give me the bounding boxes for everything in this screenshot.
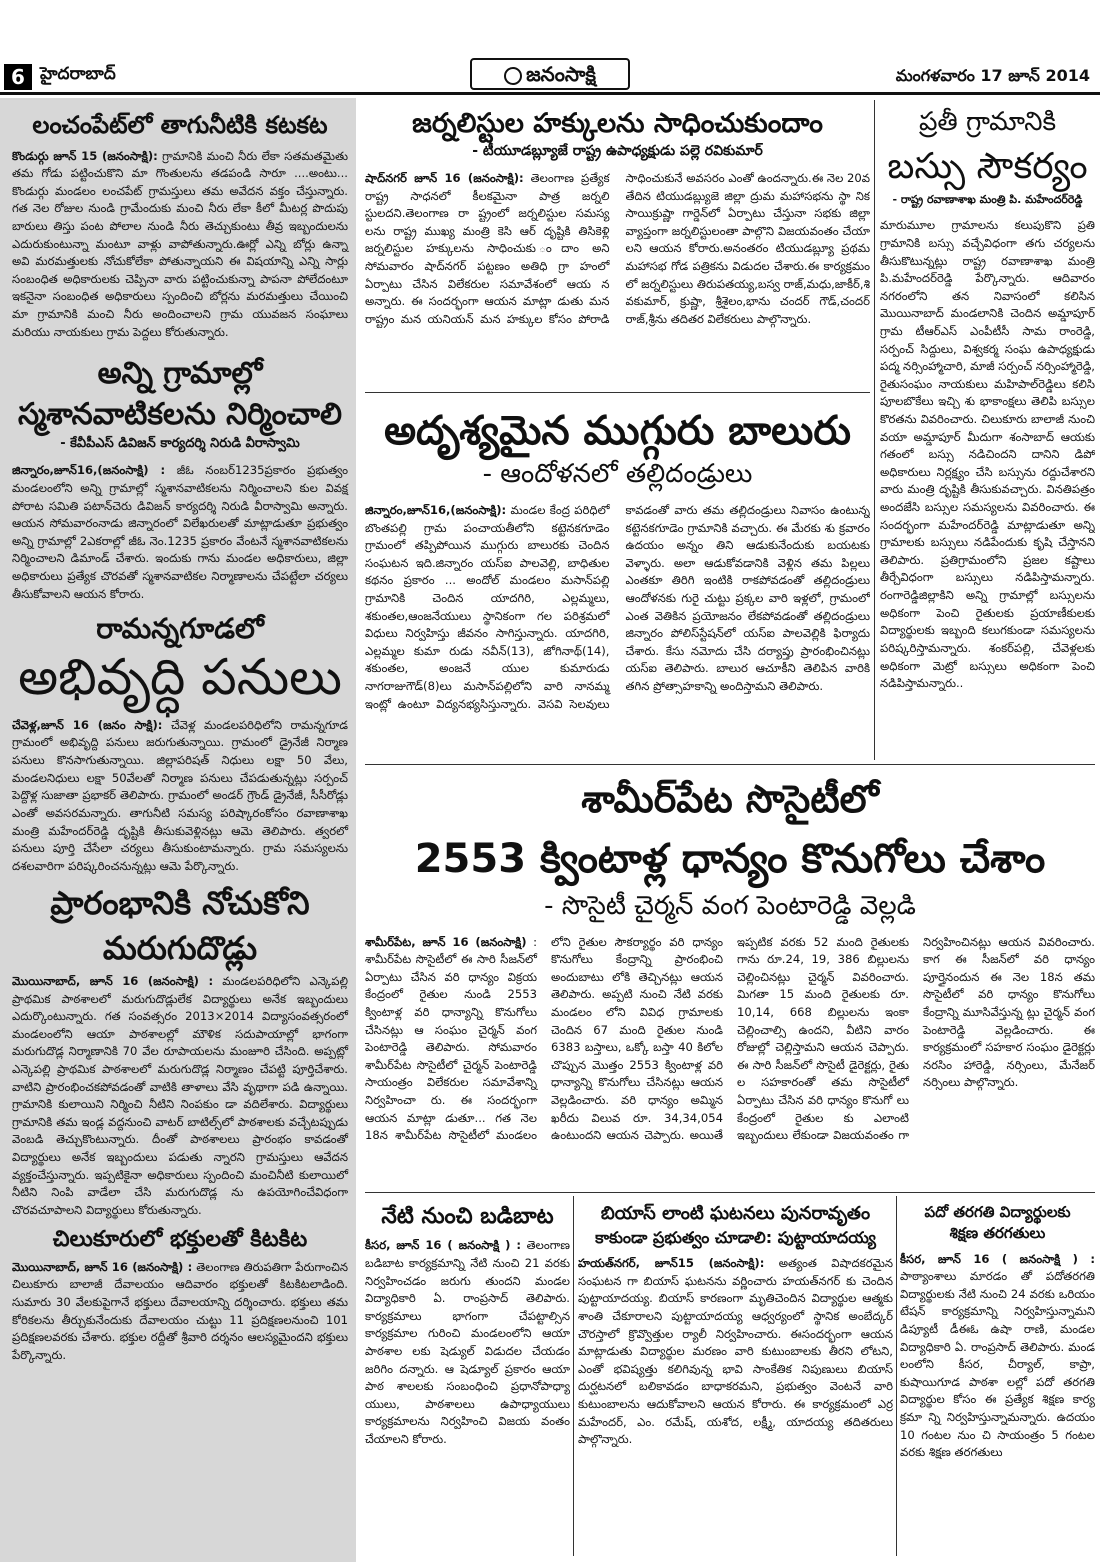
dateline: కీసర, జూన్ 16 ( జనంసాక్షి ) : xyxy=(900,1251,1095,1266)
masthead-title: జనంసాక్షి xyxy=(526,62,596,86)
subheadline: - సొసైటీ చైర్మన్ వంగ పెంటారెడ్డి వెల్లడి xyxy=(544,890,916,921)
headline-line-1: పదో తరగతి విద్యార్థులకు xyxy=(924,1203,1071,1221)
headline-line-2: బస్సు సౌకర్యం xyxy=(887,145,1088,187)
header-rule xyxy=(0,92,1100,95)
article-body xyxy=(365,170,870,328)
dateline: మొయినాబాద్, జూన్ 16 (జనంసాక్షి) : xyxy=(12,1259,193,1274)
article-beas-tragedy xyxy=(578,1198,893,1449)
headline: నేటి నుంచి బడిబాట xyxy=(381,1204,554,1229)
column-rule xyxy=(573,1196,574,1556)
left-column xyxy=(0,98,356,1562)
headline: అదృశ్యమైన ముగ్గురు బాలురు xyxy=(384,408,851,454)
article-text: మండల కేంద్ర పరిధిలో బొంతపల్లి గ్రామ పంచాయతీలోని కట్టెనకగూడెం గ్రామంలో తప్పిపోయిన ముగ్గురు బాలురకు చెందిన సంఘటన ఇది.జిన్నారం యస్ఐ పాలవెల్లి, బాధితుల కథనం ప్రకారం ... అందోల్ మండలం మసాన్‌పల్లి గ్రామానికి చెందిన యాదగిరి, ఎల్లమ్మలు, శకుంతల,ఆంజనేయులు స్థానికంగా గల పరిశ్రమలో విధులు నిర్వహిస్తు జీవనం సాగిస్తున్నారు. యాదగిరి, ఎల్లమ్మల కుమా రుడు నవీన్(13), జోగినాథ్(14), శకుంతల, అంజనే యుల కుమారుడు నాగరాజుగౌడ్(8)లు మసాన్‌పల్లిలోని వారి నానమ్మ ఇంట్లో ఉంటూ విద్యనభ్యసిస్తున్నారు. వెసవి సెలవులు కావడంతో వారు తమ తల్లిదండ్రులు నివాసం ఉంటున్న కట్టెనకగూడెం గ్రామానికి వచ్చారు. ఈ మేరకు శు క్రవారం ఉదయం అన్నం తిని ఆడుకునేందుకు బయటకు వెళ్ళారు. అలా ఆడుకోవడానికి వెళ్లిన తమ పిల్లలు ఎంతకూ తిరిగి ఇంటికి రాకపోవడంతో తల్లిదండ్రులు ఆందోళనకు గురై చుట్టు ప్రక్కల వారి ఇళ్లలో, గ్రామంలో ఎంత వెతికిన ప్రయోజనం లేకపోవడంతో తల్లిదండ్రులు జిన్నారం పోలిస్‌స్టేషన్‌లో యస్ఐ పాలవెల్లికి ఫిర్యాదు చేశారు. కేసు నమోదు చేసి దర్యాప్తు ప్రారంభించినట్లు యస్ఐ తెలిపారు. బాలుర ఆచూకీని తెలిపిన వారికి తగిన ప్రోత్సాహకాన్ని అందిస్తామని తెలిపారు. xyxy=(365,502,870,711)
article-body xyxy=(12,462,348,603)
page-number: 6 xyxy=(4,64,32,90)
headline: లంచంపేట్‌లో తాగునీటికి కటకట xyxy=(32,111,328,139)
article-text: చేవెళ్ల మండలపరిధిలోని రామన్నగూడ గ్రామంలో అభివృద్ది పనులు జరుగుతున్నాయి. గ్రామంలో డ్రైనేజీ నిర్మాణ పనులు కొనసాగుతున్నాయి. జిల్లాపరిషత్ నిధులు లక్షా 50 వేలు, మండలనిధులు లక్షా 50వేలతో నిర్మాణ పనులు చేపడుతున్నట్లు సర్పంచ్ పెద్దొళ్ల సుజాతా ప్రభాకర్ తెలిపారు. గ్రామంలో అండర్ గ్రౌండ్ డ్రైనేజీ, సీసీరోడ్లు ఎంతో అవసరమన్నారు. తాగునీటి సమస్య పరిష్కారంకోసం రవాణాశాఖ మంత్రి మహేందర్‌రెడ్డి దృష్టికి తీసుకువెళ్లినట్లు ఆమె తెలిపారు. త్వరలో పనులు పూర్తి చేసేలా చర్యలు తీసుకుంటామన్నారు. గ్రామ సమస్యలను దశలవారిగా పరిష్కరించనున్నట్లు ఆమె పేర్కొన్నారు. xyxy=(12,717,348,873)
dateline: శామీర్‌పేట, జూన్ 16 (జనంసాక్షి) xyxy=(365,934,527,949)
dateline: మొయినాబాద్, జూన్ 16 (జనంసాక్షి) : xyxy=(12,973,214,988)
article-body: మారుమూల గ్రామాలను కలుపుకొని ప్రతి గ్రామానికి బస్సు వచ్చేవిధంగా తగు చర్యలను తీసుకొటున్నట్లు రాష్ట్ర రవాణాశాఖ మంత్రి పి.మహేందర్‌రెడ్డి పేర్కొన్నారు. ఆదివారం నగరంలోని తన నివాసంలో కలిసిన మొయినాబాద్ మండలానికి చెందిన అమ్డాపూర్ గ్రామ టీఆర్ఎస్ ఎంపీటీసీ సామ రాంరెడ్డి, సర్పంచ్ సిద్దులు, విశ్వకర్మ సంఘ ఉపాధ్యక్షుడు పద్మ నర్సింహ్మాచారి, మాజీ సర్పంచ్ నర్సింహ్మారెడ్డి, రైతుసంఘం నాయకులు మహిపాల్‌రెడ్డిలు కలిసి పూలబొకేలు ఇచ్చి శు భాకాంక్షలు తెలిపి బస్సుల కొరతను వివరించారు. చిలుకూరు బాలాజీ నుంచి వయా అమ్డాపూర్ మీదుగా శంసాబాద్ ఆయకు గతంలో బస్సు నడిచిందని దానిని డిపో అధికారులు నిర్లక్ష్యం చేసి బస్సును రద్దుచేశారని వారు మంత్రి దృష్టికి తీసుకువచ్చారు. వినతిపత్రం అందజేసి బస్సుల సమస్యలను వివరించారు. ఈ సందర్భంగా మహేందర్‌రెడ్డి మాట్లాడుతూ అన్ని గ్రామాలకు బస్సులు నడిపేందుకు కృషి చేస్తానని తెలిపారు. ప్రతిగ్రామంలోని ప్రజల కష్టాలు తీర్చేవిధంగా బస్సులు నడిపిస్తామన్నారు. రంగారెడ్డిజిల్లాకిని అన్ని గ్రామాల్లో బస్సులను అధికంగా పెంచి రైతులకు ప్రయాణీకులకు విద్యార్థులకు ఇబ్బంది కలుగకుండా సమస్యలను పరిష్కరిస్తామన్నారు. శంకర్‌పల్లి, చేవెళ్లలకు అధికంగా మెట్రో బస్సులు అధికంగా పెంచి నడిపిస్తామన్నారు.. xyxy=(880,218,1095,691)
headline-line-2: మరుగుదొడ్లు xyxy=(102,929,258,968)
article-body xyxy=(12,973,348,1220)
headline: చిలుకూరులో భక్తులతో కిటకిట xyxy=(52,1227,308,1253)
headline-line-1: అన్ని గ్రామాల్లో xyxy=(97,356,263,392)
article-text: : శామీర్‌పేట సొసైటీలో ఈ సారి సీజన్‌లో ఏర్పాటు చేసిన వరి ధాన్యం విక్రయ కేంద్రంలో రైతుల నుండి 2553 క్వింటాళ్ల వరి ధాన్యాన్ని కొనుగోలు చేసినట్లు ఆ సంఘం చైర్మన్ వంగ పెంటారెడ్డి తెలిపారు. సోమవారం శామీర్‌పేట సొసైటీలో చైర్మన్ పెంటారెడ్డి సాయంత్రం విలేకరుల సమావేశాన్ని నిర్వహించా రు. ఈ సందర్భంగా ఆయన మాట్లా డుతూ... గత నెల 18న శామీర్‌పేట సొసైటీలో మండలం లోని రైతుల సౌకర్యార్థం వరి ధాన్యం కొనుగోలు కేంద్రాన్ని ప్రారంభించి అందుబాటు లోకి తెచ్చినట్లు ఆయన తెలిపారు. అప్పటి నుంచి నేటి వరకు మండలం లోని వివిధ గ్రామాలకు చెందిన 67 మంది రైతుల నుండి 6383 బస్తాలు, ఒక్కో బస్తా 40 కిలోల చొప్పున మొత్తం 2553 క్వింటాళ్ల వరి ధాన్యాన్ని కొనుగోలు చేసినట్లు ఆయన వెల్లడించారు. వరి ధాన్యం అమ్మిన ఖరీదు విలువ రూ. 34,34,054 ఉంటుందని ఆయన చెప్పారు. అయితే ఇప్పటిక వరకు 52 మంది రైతులకు గాను రూ.24, 19, 386 బిల్లులను చెల్లించినట్లు చైర్మన్ వివరించారు. మిగతా 15 మంది రైతులకు రూ. 10,14, 668 బిల్లులను ఇంకా చెల్లించాల్సి ఉందని, వీటిని వారం రోజుల్లో చెల్లిస్తామని ఆయన చెప్పారు. ఈ సారి సీజన్‌లో సొసైటీ డైరెక్టర్లు, రైతు ల సహకారంతో తమ సొసైటీలో ఏర్పాటు చేసిన వరి ధాన్యం కొనుగో లు కేంద్రంలో రైతుల కు ఎలాంటి ఇబ్బందులు లేకుండా విజయవంతం గా నిర్వహించినట్లు ఆయన వివరించారు. కాగ ఈ సీజన్‌లో వరి ధాన్యం పూర్తైనందున ఈ నెల 18న తమ సొసైటీలో వరి ధాన్యం కొనుగోలు కేంద్రాన్ని మూసివేస్తున్న ట్లు చైర్మన్ వంగ పెంటారెడ్డి వెల్లడించారు. ఈ కార్యక్రమంలో సహకార సంఘం డైరెక్టర్లు నరసిం హారెడ్డి, నర్సింలు, మేనేజర్ నర్సింలు పాల్గొన్నారు. xyxy=(365,934,1095,1143)
headline-line-1: ప్రారంభానికి నోచుకోని xyxy=(50,884,310,923)
masthead-emblem-icon xyxy=(504,67,522,85)
headline-line-2: కాకుండా ప్రభుత్వం చూడాలి: పుట్టాయాదయ్య xyxy=(595,1227,876,1247)
article-shamirpet-society xyxy=(365,770,1095,1145)
article-body xyxy=(12,717,348,875)
dateline: జిన్నారం,జూన్16,(జనంసాక్షి): xyxy=(365,502,507,517)
subheadline: - రాష్ట్ర రవాణాశాఖ మంత్రి పి. మహేందర్‌రెడ్డి xyxy=(892,193,1083,207)
article-text: తెలంగాణ ప్రత్యేక రాష్ట్ర సాధనలో కీలకమైనా పాత్ర జర్నలి స్టులదని.తెలంగాణ రా ష్ట్రంలో జర్నలిస్టుల సమస్య లను రాష్ట్ర ముఖ్య మంత్రి కెసి ఆర్ దృష్టికి తిసికెళ్లి జర్నలిస్టుల హక్కులను సాధించుకు ందాం అని సోమవారం షాద్‌నగర్ పట్టణం అతిధి గ్రా హంలో ఏర్పాటు చేసిన విలేకరుల సమావేశంలో ఆయ న అన్నారు. ఈ సందర్భంగా ఆయన మాట్లా డుతు మన రాష్ట్రం మన యనియన్ మన హక్కుల కోసం పోరాడి సాధించుకునే అవసరం ఎంతో ఉందన్నారు.ఈ నెల 20వ తేదిన టియుడబ్ల్యుజె జిల్లా ద్రుమ మహాసభను స్థా నిక సాయిక్రుష్ణా గార్డెన్‌లో ఏర్పాటు చేస్తునా సభకు జిల్లా వ్యాప్తంగా జర్నలిస్టులంతా పాల్గొని విజయవంతం చేయా లని ఆయన కోరారు.అనంతరం టియుడబ్ల్యూ ప్రథమ మహాసభ గోడ పత్రికను విడుదల చేశారు.ఈ కార్యక్రమం లో జర్నలిస్టులు తిరుపతయ్య,బస్వ రాజ్,మధు,జాకీర్,శి వకుమార్, క్రుష్ణా, శ్రీశైలం,భాను చందర్ గౌడ్,చందర్ రాజ్,శ్రీను తదితర విలేకరులు పాల్గొన్నారు. xyxy=(365,171,870,326)
article-tenth-class-training xyxy=(900,1198,1095,1462)
column-rule xyxy=(896,1196,897,1556)
article-body xyxy=(365,1237,570,1448)
article-text: తెలంగాణ బడిబాట కార్యక్రమాన్ని నేటి నుంచి 21 వరకు నిర్వహించడం జరుగు తుందని మండల విద్యాధికారి ఏ. రాంప్రసాద్ తెలిపారు. కార్యక్రమాలు భాగంగా చేపట్టాల్సిన కార్యక్రమాల గురించి మండలంలోని ఆయా పాఠశాల లకు షెడ్యుల్ విడుదల చేయడం జరిగిం దన్నారు. ఆ షెడ్యూల్ ప్రకారం ఆయా పాఠ శాలలకు సంబంధించి ప్రధానోపాధ్యా యులు, పాఠశాలలు ఉపాధ్యాయులు కార్యక్రమాలను నిర్వహించి విజయ వంతం చేయాలని కోరారు. xyxy=(365,1238,570,1446)
dateline: కీసర, జూన్ 16 ( జనంసాక్షి ) : xyxy=(365,1238,522,1253)
article-ramannaguda xyxy=(12,613,348,875)
article-body xyxy=(578,1255,893,1449)
headline-line-2: శిక్షణ తరగతులు xyxy=(949,1224,1046,1243)
article-chilukuru xyxy=(12,1227,348,1364)
article-missing-boys xyxy=(365,400,870,713)
article-bus-facility xyxy=(880,100,1095,693)
article-text: గ్రామానికి మంచి నీరు లేకా సతమతమైతు తమ గోడు పట్టించుకొని మా గొంతులను తడపండి సారూ ....అంటు... కొండుర్గు మండలం లంచపేట్ గ్రామస్తులు తమ అవేదన వక్తం చేస్తున్నారు. గత నెల రోజుల నుండి గ్రామేందుకు మంచి నీరు లేకా కీలో మీటర్ల పొదుపు బారులు తిస్తు పంట పోలాల నుండి నీరు తెచ్చుకుంటు తీవ్ర ఇబ్బందులను ఎదురుకుంటున్నా మంటూ వాళ్లు వాపోతున్నారు.ఊర్లో ఎన్ని బోర్లు ఉన్నా అవి మరమత్తులకు నోచుకోలేకా పోతున్నాయని ఈ విషయాన్ని ఎన్ని సార్లు సంబంధిత అధికారులకు చెప్పినా వారు పట్టించుకున్నా పాపనా పోలేదంటూ ఇకనైనా సంబంధిత అధికారులు స్పందించి బోర్లను మరమత్తులు చేయించి మా గ్రామానికి మంచి నీరు అందించాలని గ్రామ యువజన సంఘాలు మరియు నాయకులు గ్రామ పెద్దలు కోరుతున్నారు. xyxy=(12,148,348,339)
article-lanchampet xyxy=(12,112,348,341)
article-text: తెలంగాణ తిరుపతిగా పేరుగాంచిన చిలుకూరు బాలాజీ దేవాలయం ఆదివారం భక్తులతో కిటకిటలాడింది. సుమారు 30 వేలకుపైగానే భక్తులు దేవాలయాన్ని దర్శించారు. భక్తులు తమ కోరికలను తీర్చుకునేందుకు దేవాలయం చుట్టు 11 ప్రదిక్షణలనుంచి 101 ప్రదిక్షణలవరకు చేశారు. భక్తుల రద్దీతో శ్రీవారి దర్శనం ఆలస్యమైందని భక్తులు పేర్కొన్నారు. xyxy=(12,1259,349,1362)
headline-line-1: శామీర్‌పేట సొసైటీలో xyxy=(581,777,879,821)
section-rule xyxy=(365,764,1095,765)
subheadline: - కేవీపీఎస్ డివిజన్ కార్యదర్శి నిరుడి వీరాస్వామి xyxy=(60,436,300,452)
article-body xyxy=(365,934,1095,1145)
masthead-logo xyxy=(470,58,630,90)
article-body xyxy=(900,1251,1095,1462)
page-header xyxy=(0,0,1100,92)
article-text: జీఓ నంబర్1235ప్రకారం ప్రభుత్వం మండలంలోని అన్ని గ్రామాల్లో స్మశానవాటికలను నిర్మించాలని కుల వివక్ష పోరాట సమితి పటాన్‌చెరు డివిజన్ కార్యదర్శి నిరుడి వీరాస్వామి అన్నారు. ఆయన సోమవారంనాడు జిన్నారంలో విలేఖరులతో మాట్లాడుతూ ప్రభుత్వం అన్ని గ్రామాల్లో 2ఎకరాల్లో జీఓ నెం.1235 ప్రకారం వేంటనే స్మశానవాటికలను నిర్మించాలని డిమాండ్ చేశారు. ఇందుకు గాను మండల అధికారులు, జిల్లా అధికారులు ప్రత్యేక చొరవతో స్మశానవాటికల నిర్మాణాలను చేపట్టేలా చర్యలు తీసుకోవాలని ఆయన కోరారు. xyxy=(12,463,348,601)
article-marugudoddlu xyxy=(12,885,348,1219)
issue-date: మంగళవారం 17 జూన్ 2014 xyxy=(895,66,1090,85)
headline-line-1: ప్రతీ గ్రామానికి xyxy=(918,107,1057,137)
dateline: చేవెళ్ల,జూన్ 16 (జనం సాక్షి): xyxy=(12,717,163,732)
article-text: అత్యంత విషాదకరమైన సంఘటన గా బియాస్ ఘటనను వర్ణించారు హయత్‌నగర్ కు చెందిన పుట్టాయాదయ్య. బియాస్ కారణంగా మృతిచెందిన విద్యార్థుల ఆత్మకు శాంతి చేకూరాలని పుట్టాయాదయ్య ఆధ్వర్యంలో స్థానిక అంబేద్కర్ చౌరస్తాలో క్రొవ్వొత్తుల ర్యాలీ నిర్వహించారు. ఈసందర్భంగా ఆయన మాట్లాడుతు విద్యార్థుల మరణం వారి కుటుంబాలకు తీరని లోటని, ఎంతో భవిష్యత్తు కలిగివున్న భావి సాంకేతిక నిపుణులు బియాస్ దుర్ఘటనలో బలికావడం బాధాకరమని, ప్రభుత్వం వెంటనే వారి కుటుంబాలను ఆదుకోవాలని ఆయన కోరారు. ఈ కార్యక్రమంలో ఎర్ర మహేందర్, ఎం. రమేష్, యశోద, లక్ష్మీ, యాదయ్య తదితరులు పాల్గొన్నారు. xyxy=(578,1256,893,1447)
subheadline: - ఆందోళనలో తల్లిదండ్రులు xyxy=(482,459,753,489)
headline-line-2: 2553 క్వింటాళ్ల ధాన్యం కొనుగోలు చేశాం xyxy=(414,835,1046,882)
section-rule xyxy=(365,392,870,393)
article-body xyxy=(12,148,348,342)
article-journalists xyxy=(365,100,870,329)
article-body xyxy=(365,502,870,713)
dateline: కొండుర్గు జూన్ 15 (జనంసాక్షి): xyxy=(12,148,158,163)
headline-line-1: రామన్నగూడలో xyxy=(96,612,264,646)
article-text: మండలపరిధిలోని ఎన్కెపల్లి ప్రాథమిక పాఠశాలలో మరుగుదొడ్లులేక విద్యార్థులు అనేక ఇబ్బందులు ఎదుర్కొంటున్నారు. గత సంవత్సరం 2013×2014 విద్యాసంవత్సరంలో మండలంలోని ఆయా పాఠశాలల్లో మౌళిక సదుపాయాల్లో భాగంగా మరుగుదొడ్ల నిర్మాణానికి 70 వేల రూపాయలను మంజూరి చేసింది. అప్పట్లో ఎన్కెపల్లి ప్రాథమిక పాఠశాలలో మరుగుదొడ్ల నిర్మాణం చేపట్టి పూర్తిచేశారు. వాటిని ప్రారంభించకపోవడంతో వాటికి తాళాలు వేసి వృథాగా పడి ఉన్నాయి. గ్రామానికి కులాయిని నిర్మించి నీటిని నింపకుం డా వదిలేశారు. విద్యార్థులు గ్రామానికి తమ ఇండ్ల వద్దనుంచి వాటర్ బాటిల్స్‌లో పాఠశాలకు వచ్చేటప్పుడు వెంబడి తెచ్చుకొంటున్నారు. దీంతో పాఠశాలలు ప్రారంభం కావడంతో విద్యార్థులు అనేక ఇబ్బందులు పడుతు న్నారని గ్రామస్తులు ఆవేదన వ్యక్తంచేస్తున్నారు. ఇప్పటికైనా అధికారులు స్పందించి మంచినీటి కులాయిలో నీటిని నింపి వాడేలా చేసి మరుగుదొడ్ల ను ఉపయోగించేవిధంగా చొరవచూపాలని విద్యార్థులు కోరుతున్నారు. xyxy=(12,973,349,1217)
headline: జర్నలిస్టుల హక్కులను సాధించుకుందాం xyxy=(412,108,823,139)
headline-line-1: బియాస్ లాంటి ఘటనలు పునరావృతం xyxy=(600,1203,871,1224)
edition-city: హైదరాబాద్ xyxy=(40,64,116,84)
article-smashanavatika xyxy=(12,357,348,603)
subheadline: - టీయూడబ్ల్యూజే రాష్ట్ర ఉపాధ్యక్షుడు పల్లె రవికుమార్ xyxy=(472,143,763,160)
dateline: షాద్‌నగర్ జూన్ 16 (జనంసాక్షి): xyxy=(365,171,524,186)
article-text: పాఠ్యాంశాలు మారడం తో పదోతరగతి విద్యార్థులకు నేటి నుంచి 24 వరకు ఒరియం టేషన్ కార్యక్రమాన్ని నిర్వహిస్తున్నామని డిప్యూటీ డీఈఓ ఉషా రాణి, మండల విద్యాధికారి ఏ. రాంప్రసాద్ తెలిపారు. మండ లంలోని కీసర, చీర్యాల్, కాప్రా, కుషాయిగూడ పాఠశా లల్లో పదో తరగతి విద్యార్థుల కోసం ఈ ప్రత్యేక శిక్షణ కార్య క్రమా న్ని నిర్వహిస్తున్నామన్నారు. ఉదయం 10 గంటల నుం చి సాయంత్రం 5 గంటల వరకు శిక్షణ తరగతులు xyxy=(900,1269,1095,1460)
column-rule xyxy=(874,100,875,760)
section-rule xyxy=(365,1192,1095,1193)
headline-line-2: స్మశానవాటికలను నిర్మించాలి xyxy=(18,396,342,432)
dateline: హయత్‌నగర్, జూన్15 (జనంసాక్షి): xyxy=(578,1256,765,1271)
article-body xyxy=(12,1259,348,1365)
dateline: జిన్నారం,జూన్16,(జనంసాక్షి) : xyxy=(12,463,166,478)
article-badibata xyxy=(365,1198,570,1449)
headline-line-2: అభివృద్ధి పనులు xyxy=(18,648,342,707)
